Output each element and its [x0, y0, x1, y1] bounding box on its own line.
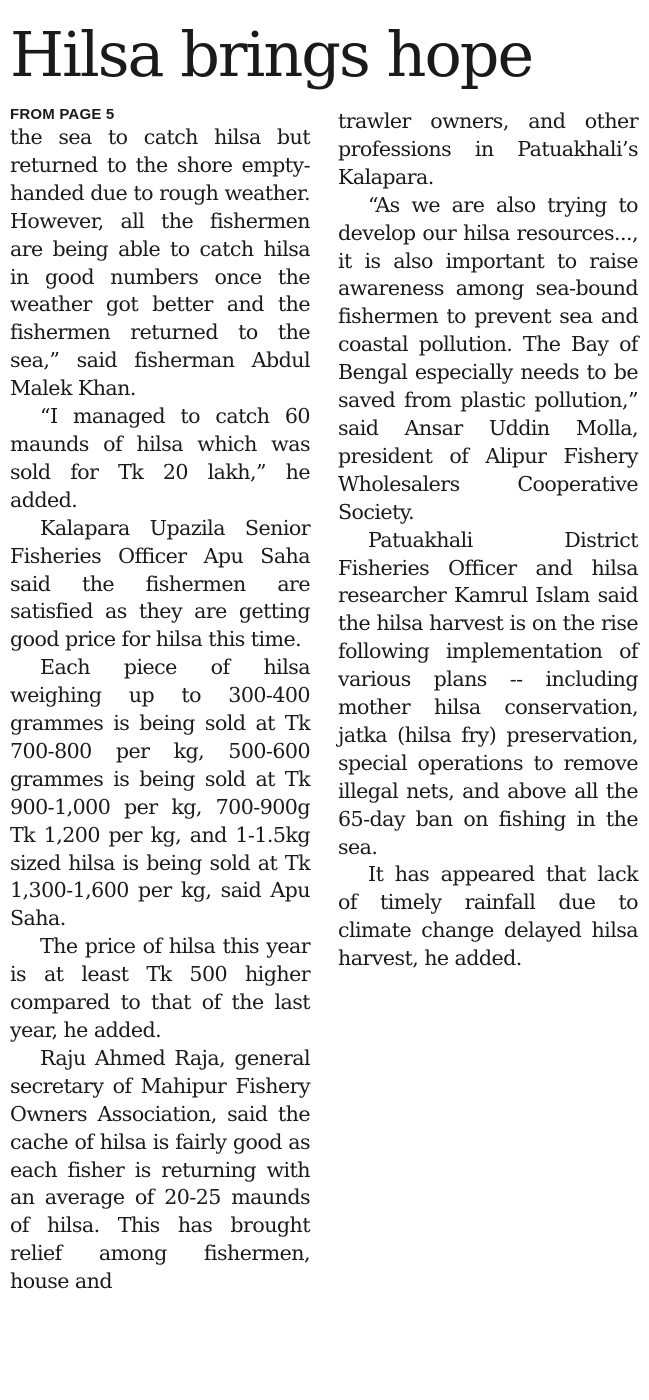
- paragraph: trawler owners, and other professions in Patuakhali’s Kalapara.: [338, 109, 638, 189]
- article-column-left: [10, 104, 310, 1296]
- paragraph: “I managed to catch 60 maunds of hilsa which was sold for Tk 20 lakh,” he added.: [10, 404, 310, 512]
- paragraph: It has appeared that lack of timely rainfall due to climate change delayed hilsa harvest, he added.: [338, 862, 638, 971]
- paragraph: Kalapara Upazila Senior Fisheries Officer Apu Saha said the fishermen are satisfied as they are getting good price for hilsa this time.: [10, 515, 310, 652]
- paragraph: Raju Ahmed Raja, general secretary of Mahipur Fishery Owners Association, said the cache of hilsa is fairly good as each fisher is returning with an average of 20-25 maunds of hilsa. This has brought relief among fishermen, house and: [10, 1045, 310, 1294]
- paragraph: Each piece of hilsa weighing up to 300-400 grammes is being sold at Tk 700-800 per kg, 500-600 grammes is being sold at Tk 900-1,000 per kg, 700-900g Tk 1,200 per kg, and 1-1.5kg sized hilsa is being sold at Tk 1,300-1,600 per kg, said Apu Saha.: [10, 655, 310, 931]
- continuation-kicker: FROM PAGE 5: [10, 106, 115, 123]
- headline: Hilsa brings hope: [10, 18, 533, 91]
- paragraph: the sea to catch hilsa but returned to the shore empty-handed due to rough weather. However, all the fishermen are being able to catch hilsa in good numbers once the weather got better and the fishermen returned to the sea,” said fisherman Abdul Malek Khan.: [10, 125, 310, 401]
- paragraph: The price of hilsa this year is at least Tk 500 higher compared to that of the last year, he added.: [10, 934, 310, 1042]
- paragraph: “As we are also trying to develop our hilsa resources..., it is also important to raise awareness among sea-bound fishermen to prevent sea and coastal pollution. The Bay of Bengal especially needs to be saved from plastic pollution,” said Ansar Uddin Molla, president of Alipur Fishery Wholesalers Cooperative Society.: [338, 192, 638, 524]
- article-column-right: [338, 108, 638, 973]
- paragraph: Patuakhali District Fisheries Officer and hilsa researcher Kamrul Islam said the hilsa harvest is on the rise following implementation of various plans -- including mother hilsa conservation, jatka (hilsa fry) preservation, special operations to remove illegal nets, and above all the 65-day ban on fishing in the sea.: [338, 527, 638, 859]
